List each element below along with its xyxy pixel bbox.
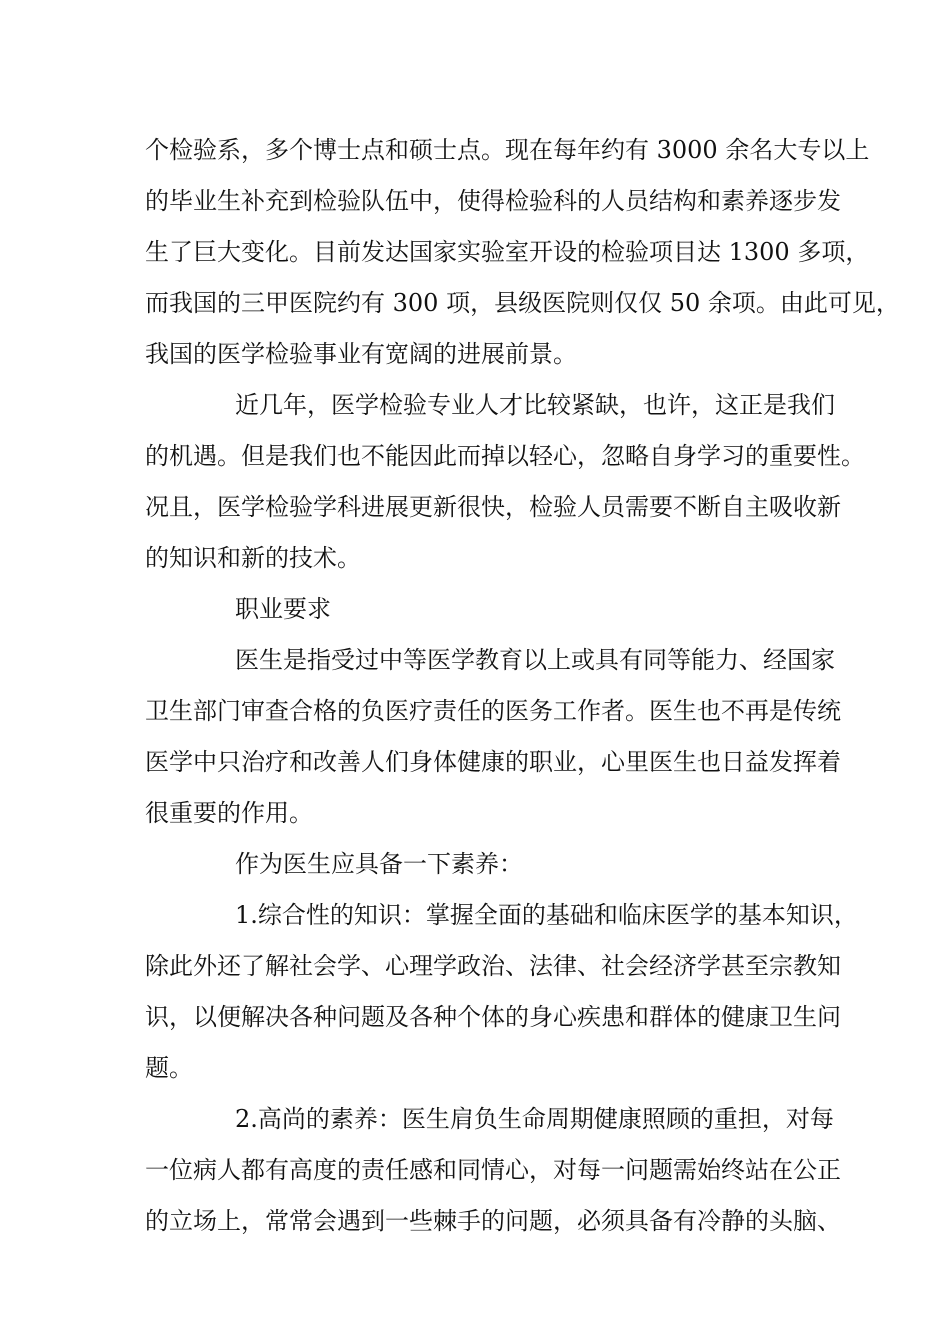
paragraph-3-line-1: 医生是指受过中等医学教育以上或具有同等能力、经国家	[235, 646, 835, 674]
paragraph-2-line-3: 况且，医学检验学科进展更新很快，检验人员需要不断自主吸收新	[145, 493, 841, 521]
paragraph-6-line-3: 的立场上，常常会遇到一些棘手的问题，必须具备有冷静的头脑、	[145, 1207, 841, 1235]
section-heading: 职业要求	[235, 595, 331, 623]
paragraph-2-line-1: 近几年，医学检验专业人才比较紧缺，也许，这正是我们	[235, 391, 835, 419]
paragraph-1-line-1: 个检验系，多个博士点和硕士点。现在每年约有 3000 余名大专以上	[145, 136, 870, 164]
paragraph-4-line-1: 作为医生应具备一下素养：	[235, 850, 523, 878]
paragraph-6-line-2: 一位病人都有高度的责任感和同情心，对每一问题需始终站在公正	[145, 1156, 841, 1184]
paragraph-1-line-5: 我国的医学检验事业有宽阔的进展前景。	[145, 340, 577, 368]
paragraph-3-line-3: 医学中只治疗和改善人们身体健康的职业，心里医生也日益发挥着	[145, 748, 841, 776]
paragraph-3-line-2: 卫生部门审查合格的负医疗责任的医务工作者。医生也不再是传统	[145, 697, 841, 725]
paragraph-6-line-1: 2.高尚的素养：医生肩负生命周期健康照顾的重担，对每	[235, 1105, 834, 1133]
paragraph-1-line-4: 而我国的三甲医院约有 300 项，县级医院则仅仅 50 余项。由此可见，	[145, 289, 900, 317]
paragraph-5-line-3: 识，以便解决各种问题及各种个体的身心疾患和群体的健康卫生问	[145, 1003, 841, 1031]
paragraph-5-line-4: 题。	[145, 1054, 193, 1082]
paragraph-1-line-3: 生了巨大变化。目前发达国家实验室开设的检验项目达 1300 多项，	[145, 238, 870, 266]
paragraph-1-line-2: 的毕业生补充到检验队伍中，使得检验科的人员结构和素养逐步发	[145, 187, 841, 215]
paragraph-2-line-4: 的知识和新的技术。	[145, 544, 361, 572]
paragraph-5-line-2: 除此外还了解社会学、心理学政治、法律、社会经济学甚至宗教知	[145, 952, 841, 980]
paragraph-3-line-4: 很重要的作用。	[145, 799, 313, 827]
paragraph-5-line-1: 1.综合性的知识：掌握全面的基础和临床医学的基本知识，	[235, 901, 858, 929]
paragraph-2-line-2: 的机遇。但是我们也不能因此而掉以轻心，忽略自身学习的重要性。	[145, 442, 865, 470]
